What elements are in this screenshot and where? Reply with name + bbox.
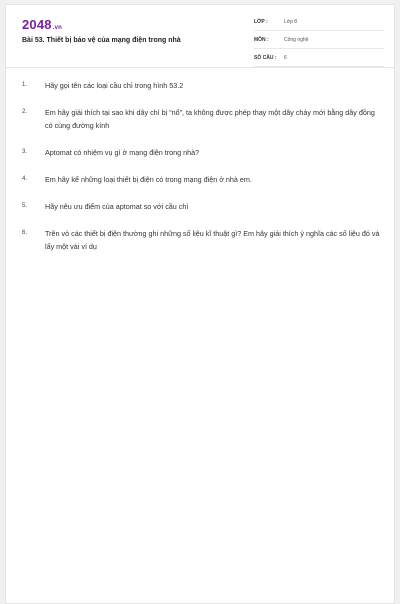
meta-value-subject: Công nghệ bbox=[284, 37, 309, 43]
meta-key-class: LỚP : bbox=[254, 19, 268, 25]
meta-value-question-count: 6 bbox=[284, 55, 287, 61]
question-item-2 bbox=[22, 106, 382, 132]
meta-row-subject bbox=[254, 33, 384, 49]
site-logo[interactable] bbox=[22, 17, 62, 32]
meta-value-class: Lớp 8 bbox=[284, 19, 298, 25]
meta-row-class bbox=[254, 15, 384, 31]
question-text: Em hãy kể những loại thiết bị điện có trong mạng điện ở nhà em. bbox=[45, 175, 252, 184]
logo-suffix: .vn bbox=[52, 25, 63, 31]
question-text: Hãy nêu ưu điểm của aptomat so với cầu chì bbox=[45, 202, 189, 211]
logo-text: 2048 bbox=[22, 17, 52, 32]
meta-key-question-count: SỐ CÂU : bbox=[254, 55, 277, 61]
meta-key-subject: MÔN : bbox=[254, 37, 269, 43]
question-number: 6. bbox=[22, 230, 28, 236]
question-number: 3. bbox=[22, 149, 28, 155]
page-title: Bài 53. Thiết bị bảo vệ của mạng điện trong nhà bbox=[22, 37, 181, 44]
question-list bbox=[22, 79, 382, 253]
question-number: 5. bbox=[22, 203, 28, 209]
question-text: Em hãy giải thích tại sao khi dây chì bị “nổ”, ta không được phép thay một dây chảy mới bằng dây đồng có cùng đường kính bbox=[45, 108, 375, 130]
question-number: 1. bbox=[22, 82, 28, 88]
question-item-6 bbox=[22, 227, 382, 253]
question-text: Hãy gọi tên các loại cầu chì trong hình 53.2 bbox=[45, 81, 184, 90]
meta-row-question-count bbox=[254, 51, 384, 67]
question-number: 4. bbox=[22, 176, 28, 182]
question-text: Trên vỏ các thiết bị điện thường ghi những số liệu kĩ thuật gì? Em hãy giải thích ý nghĩa các số liệu đó và lấy một vài ví dụ bbox=[45, 229, 380, 251]
meta-info bbox=[254, 15, 384, 69]
worksheet-header bbox=[6, 5, 394, 68]
worksheet bbox=[5, 4, 395, 604]
question-text: Aptomat có nhiệm vụ gì ở mạng điện trong nhà? bbox=[45, 148, 200, 157]
question-item-5 bbox=[22, 200, 382, 213]
question-item-4 bbox=[22, 173, 382, 186]
question-item-3 bbox=[22, 146, 382, 159]
question-item-1 bbox=[22, 79, 382, 92]
question-number: 2. bbox=[22, 109, 28, 115]
